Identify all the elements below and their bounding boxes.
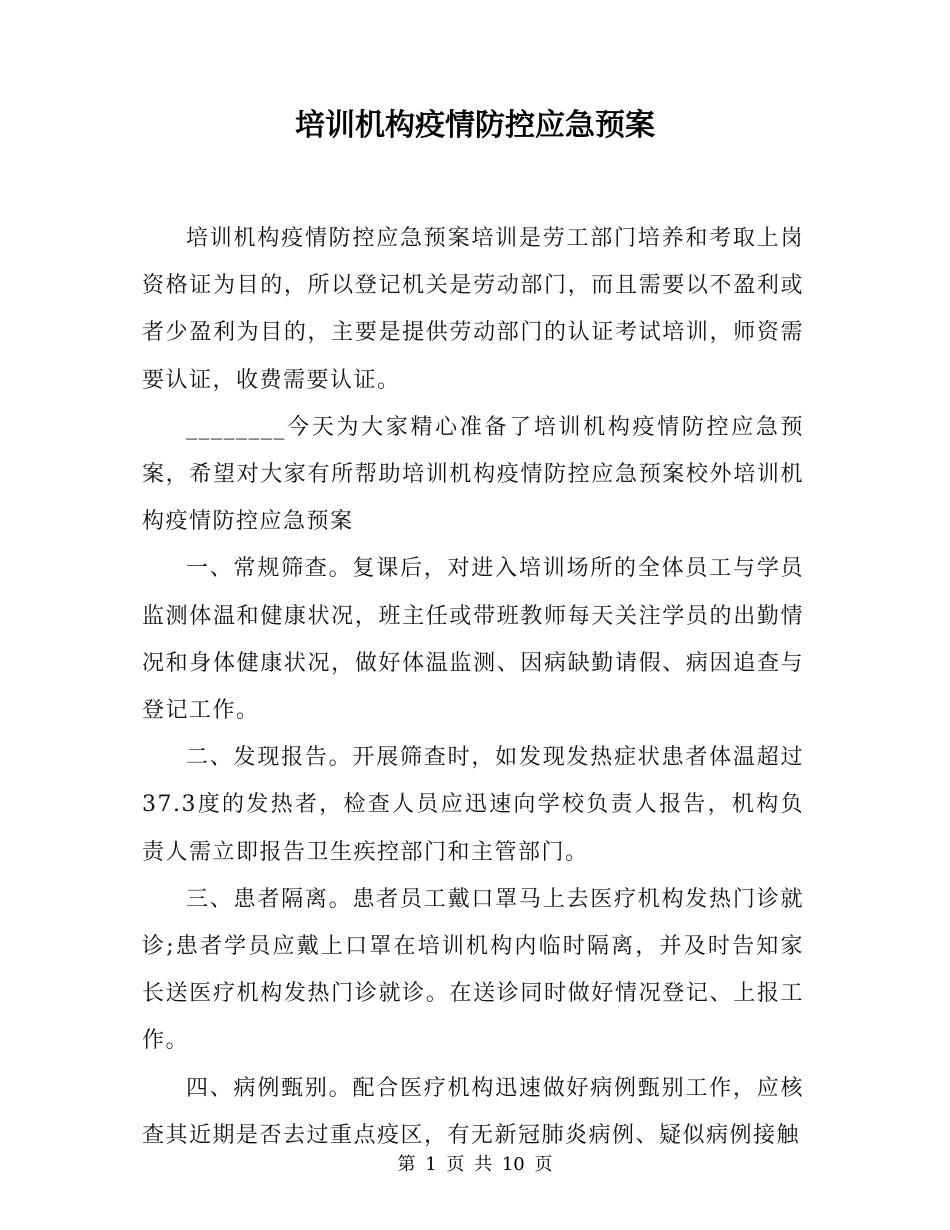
document-title: 培训机构疫情防控应急预案 (295, 108, 655, 143)
page-number: 第 1 页 共 10 页 (397, 1154, 553, 1175)
document-body (142, 215, 804, 1159)
paragraph-case-identification: 四、病例甄别。配合医疗机构迅速做好病例甄别工作，应核查其近期是否去过重点疫区，有无新冠肺炎病例、疑似病例接触 (142, 1075, 804, 1148)
paragraph-preface: ________今天为大家精心准备了培训机构疫情防控应急预案，希望对大家有所帮助培训机构疫情防控应急预案校外培训机构疫情防控应急预案 (142, 414, 804, 535)
paragraph-intro: 培训机构疫情防控应急预案培训是劳工部门培养和考取上岗资格证为目的，所以登记机关是劳动部门，而且需要以不盈利或者少盈利为目的，主要是提供劳动部门的认证考试培训，师资需要认证，收费需要认证。 (142, 226, 804, 393)
paragraph-report: 二、发现报告。开展筛查时，如发现发热症状患者体温超过37.3度的发热者，检查人员应迅速向学校负责人报告，机构负责人需立即报告卫生疾控部门和主管部门。 (142, 745, 804, 865)
paragraph-isolation: 三、患者隔离。患者员工戴口罩马上去医疗机构发热门诊就诊;患者学员应戴上口罩在培训机构内临时隔离，并及时告知家长送医疗机构发热门诊就诊。在送诊同时做好情况登记、上报工作。 (142, 886, 804, 1054)
paragraph-routine-screening: 一、常规筛查。复课后，对进入培训场所的全体员工与学员监测体温和健康状况，班主任或带班教师每天关注学员的出勤情况和身体健康状况，做好体温监测、因病缺勤请假、病因追查与登记工作。 (142, 556, 804, 724)
